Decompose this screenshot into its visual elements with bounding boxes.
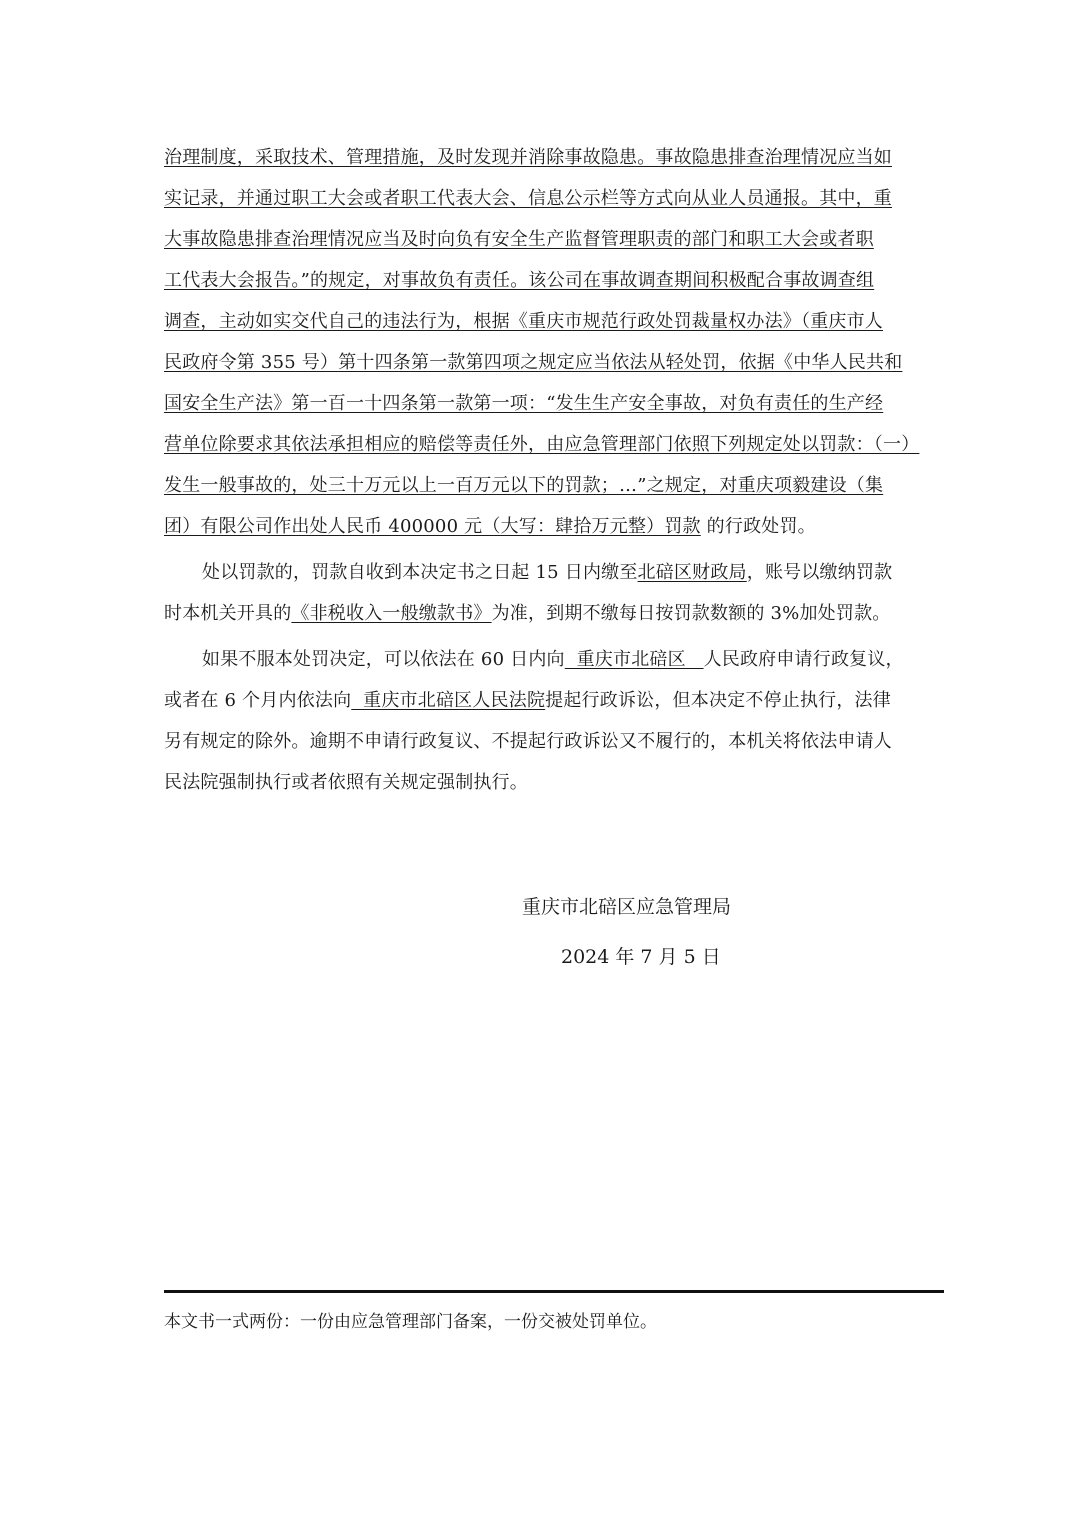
review-authority: 重庆市北碚区 <box>564 649 704 670</box>
body-line: 工代表大会报告。”的规定，对事故负有责任。该公司在事故调查期间积极配合事故调查组 <box>164 270 875 291</box>
body-line: 治理制度，采取技术、管理措施，及时发现并消除事故隐患。事故隐患排查治理情况应当如 <box>164 147 892 168</box>
appeal-line: 民法院强制执行或者依照有关规定强制执行。 <box>164 772 528 793</box>
issue-date: 2024 年 7 月 5 日 <box>561 946 721 968</box>
payment-document-name: 《非税收入一般缴款书》 <box>291 603 492 624</box>
body-line: 调查，主动如实交代自己的违法行为，根据《重庆市规范行政处罚裁量权办法》（重庆市人 <box>164 311 883 332</box>
body-line: 发生一般事故的，处三十万元以上一百万元以下的罚款；…”之规定，对重庆项毅建设（集 <box>164 475 884 496</box>
body-line: 民政府令第 355 号）第十四条第一款第四项之规定应当依法从轻处罚，依据《中华人民共和 <box>164 352 903 373</box>
body-line: 大事故隐患排查治理情况应当及时向负有安全生产监督管理职责的部门和职工大会或者职 <box>164 229 874 250</box>
body-line: 国安全生产法》第一百一十四条第一款第一项：“发生生产安全事故，对负有责任的生产经 <box>164 393 884 414</box>
appeal-line: 如果不服本处罚决定，可以依法在 60 日内向 重庆市北碚区 人民政府申请行政复议， <box>202 649 904 670</box>
payment-line: 时本机关开具的《非税收入一般缴款书》为准，到期不缴每日按罚款数额的 3%加处罚款。 <box>164 603 891 624</box>
court-name: 重庆市北碚区人民法院 <box>351 690 546 711</box>
body-line: 实记录，并通过职工大会或者职工代表大会、信息公示栏等方式向从业人员通报。其中，重 <box>164 188 892 209</box>
body-line: 营单位除要求其依法承担相应的赔偿等责任外，由应急管理部门依照下列规定处以罚款：（一） <box>164 434 920 455</box>
footer-divider <box>164 1290 944 1293</box>
footer-note: 本文书一式两份：一份由应急管理部门备案，一份交被处罚单位。 <box>164 1312 657 1332</box>
appeal-line: 或者在 6 个月内依法向 重庆市北碚区人民法院提起行政诉讼，但本决定不停止执行，法律 <box>164 690 891 711</box>
payment-recipient: 北碚区财政局 <box>637 562 747 583</box>
payment-line: 处以罚款的，罚款自收到本决定书之日起 15 日内缴至北碚区财政局，账号以缴纳罚款 <box>202 562 893 583</box>
issuing-organization: 重庆市北碚区应急管理局 <box>522 896 732 918</box>
body-line: 团）有限公司作出处人民币 400000 元（大写：肆拾万元整）罚款 的行政处罚。 <box>164 516 816 537</box>
appeal-line: 另有规定的除外。逾期不申请行政复议、不提起行政诉讼又不履行的，本机关将依法申请人 <box>164 731 892 752</box>
